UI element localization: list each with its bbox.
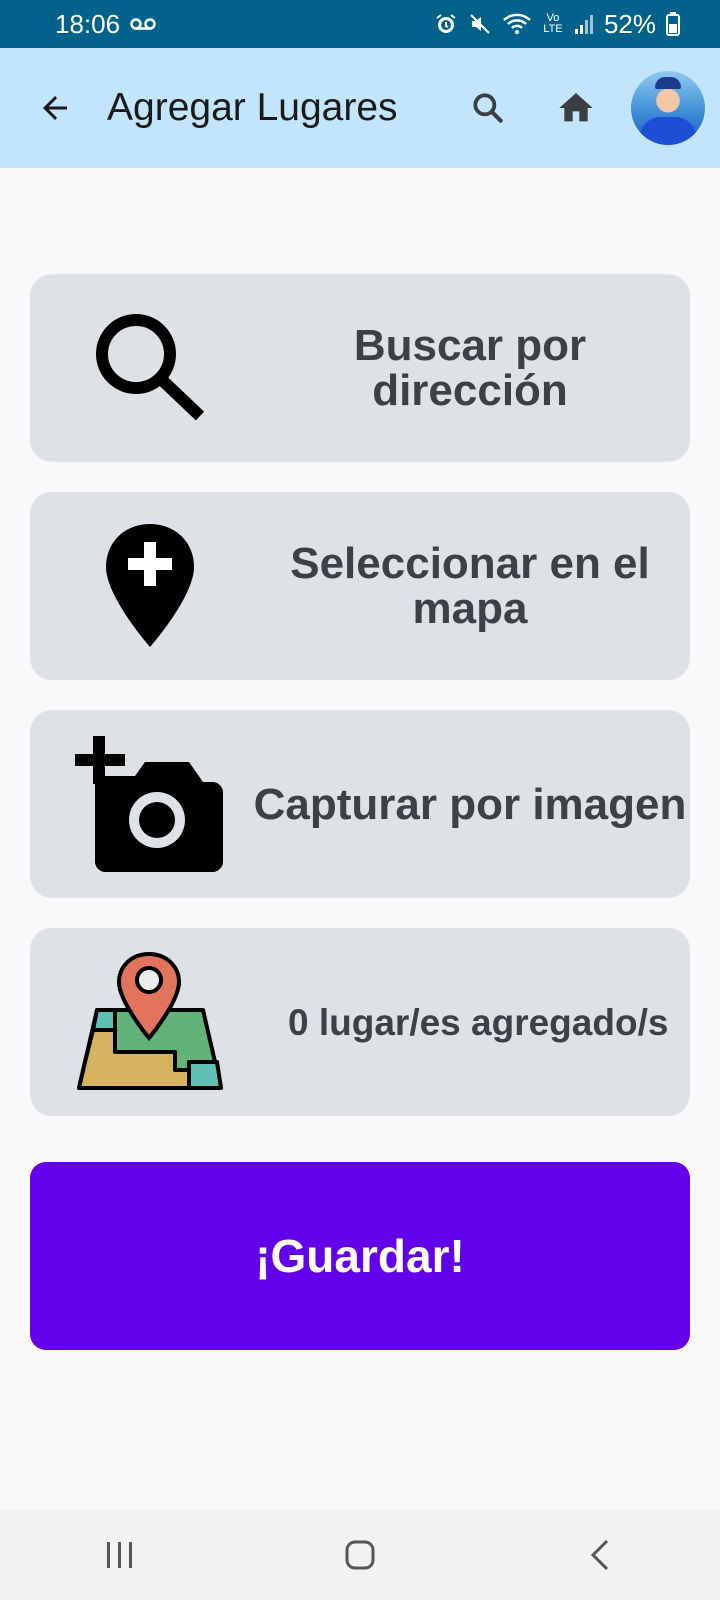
signal-icon [574, 13, 594, 35]
search-button[interactable] [453, 73, 523, 143]
places-count-label: 0 lugar/es agregado/s [288, 1001, 669, 1043]
capture-by-image-button[interactable] [30, 710, 690, 898]
magnifier-icon [70, 298, 230, 438]
nav-back-button[interactable] [540, 1510, 660, 1600]
back-chevron-icon [588, 1538, 612, 1572]
select-on-map-button[interactable] [30, 492, 690, 680]
map-pin-icon [70, 952, 230, 1092]
home-circle-icon [344, 1539, 376, 1571]
mute-icon [468, 12, 492, 36]
recents-button[interactable] [60, 1510, 180, 1600]
capture-by-image-label: Capturar por imagen [253, 779, 687, 829]
places-count-card[interactable] [30, 928, 690, 1116]
search-by-address-label: Buscar por dirección [353, 321, 587, 415]
app-bar [0, 48, 720, 168]
search-icon [469, 89, 507, 127]
battery-percent: 52% [603, 8, 656, 39]
search-by-address-button[interactable] [30, 274, 690, 462]
back-button[interactable] [20, 73, 90, 143]
recents-icon [104, 1540, 136, 1570]
add-location-pin-icon [70, 516, 230, 656]
select-on-map-label: Seleccionar en el mapa [290, 539, 650, 633]
save-button[interactable]: ¡Guardar! [30, 1162, 690, 1350]
home-button[interactable] [541, 73, 611, 143]
options-list [30, 274, 690, 1146]
network-type: Vo LTE [543, 12, 563, 35]
avatar[interactable] [631, 71, 705, 145]
nav-home-button[interactable] [300, 1510, 420, 1600]
status-time: 18:06 [55, 8, 121, 39]
system-nav-bar [0, 1510, 720, 1600]
add-camera-icon [70, 734, 230, 874]
arrow-back-icon [37, 90, 73, 126]
wifi-icon [502, 12, 532, 36]
status-bar [0, 0, 720, 48]
voicemail-icon [130, 17, 156, 31]
battery-icon [666, 12, 680, 36]
home-icon [556, 88, 596, 128]
alarm-icon [434, 12, 458, 36]
page-title: Agregar Lugares [107, 86, 398, 129]
